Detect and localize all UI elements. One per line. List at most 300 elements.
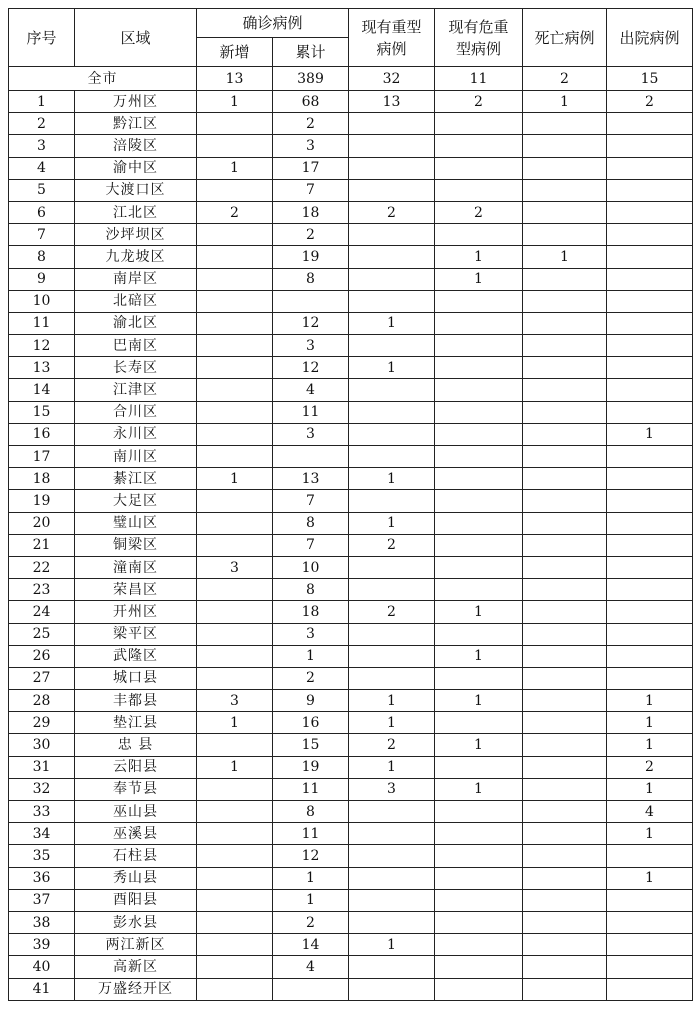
row-deaths xyxy=(523,423,607,445)
table-row xyxy=(9,645,693,667)
row-deaths xyxy=(523,512,607,534)
row-seq: 28 xyxy=(9,690,75,712)
table-row xyxy=(9,956,693,978)
row-new xyxy=(197,956,273,978)
row-region: 荣昌区 xyxy=(75,579,197,601)
row-severe: 1 xyxy=(349,712,435,734)
row-critical xyxy=(435,756,523,778)
row-discharged xyxy=(607,534,693,556)
row-cumulative: 2 xyxy=(273,911,349,933)
row-deaths xyxy=(523,157,607,179)
table-row xyxy=(9,712,693,734)
row-seq: 22 xyxy=(9,556,75,578)
row-severe: 1 xyxy=(349,756,435,778)
row-discharged: 4 xyxy=(607,801,693,823)
row-severe xyxy=(349,667,435,689)
row-severe: 1 xyxy=(349,468,435,490)
row-severe: 1 xyxy=(349,690,435,712)
row-cumulative: 8 xyxy=(273,512,349,534)
row-severe xyxy=(349,801,435,823)
table-row xyxy=(9,290,693,312)
row-cumulative: 11 xyxy=(273,401,349,423)
header-confirmed: 确诊病例 xyxy=(197,9,349,38)
row-new xyxy=(197,889,273,911)
row-new xyxy=(197,423,273,445)
row-severe xyxy=(349,845,435,867)
city-total-critical: 11 xyxy=(435,67,523,91)
row-critical xyxy=(435,934,523,956)
row-deaths xyxy=(523,357,607,379)
row-seq: 11 xyxy=(9,312,75,334)
row-cumulative: 16 xyxy=(273,712,349,734)
row-discharged xyxy=(607,357,693,379)
row-critical xyxy=(435,823,523,845)
row-deaths xyxy=(523,801,607,823)
row-discharged xyxy=(607,490,693,512)
row-discharged xyxy=(607,401,693,423)
row-severe xyxy=(349,911,435,933)
row-severe: 1 xyxy=(349,357,435,379)
row-seq: 20 xyxy=(9,512,75,534)
row-region: 云阳县 xyxy=(75,756,197,778)
row-cumulative: 1 xyxy=(273,889,349,911)
row-region: 奉节县 xyxy=(75,778,197,800)
row-severe xyxy=(349,579,435,601)
row-discharged xyxy=(607,179,693,201)
row-severe xyxy=(349,490,435,512)
row-seq: 27 xyxy=(9,667,75,689)
case-table-wrapper xyxy=(8,8,693,1001)
row-new xyxy=(197,667,273,689)
row-new xyxy=(197,379,273,401)
table-row xyxy=(9,224,693,246)
row-cumulative: 18 xyxy=(273,601,349,623)
row-critical xyxy=(435,135,523,157)
row-seq: 37 xyxy=(9,889,75,911)
row-discharged xyxy=(607,446,693,468)
row-seq: 38 xyxy=(9,911,75,933)
row-new xyxy=(197,778,273,800)
row-discharged xyxy=(607,135,693,157)
row-region: 沙坪坝区 xyxy=(75,224,197,246)
row-severe xyxy=(349,978,435,1000)
row-critical: 1 xyxy=(435,601,523,623)
row-seq: 33 xyxy=(9,801,75,823)
row-cumulative: 9 xyxy=(273,690,349,712)
city-total-row xyxy=(9,67,693,91)
row-discharged xyxy=(607,645,693,667)
row-new: 1 xyxy=(197,712,273,734)
row-region: 渝北区 xyxy=(75,312,197,334)
row-region: 酉阳县 xyxy=(75,889,197,911)
row-seq: 41 xyxy=(9,978,75,1000)
row-severe: 2 xyxy=(349,534,435,556)
row-discharged xyxy=(607,512,693,534)
row-deaths xyxy=(523,224,607,246)
row-deaths xyxy=(523,468,607,490)
row-severe: 1 xyxy=(349,934,435,956)
row-seq: 34 xyxy=(9,823,75,845)
row-cumulative: 68 xyxy=(273,91,349,113)
row-seq: 36 xyxy=(9,867,75,889)
row-cumulative: 1 xyxy=(273,645,349,667)
row-deaths: 1 xyxy=(523,91,607,113)
row-critical xyxy=(435,224,523,246)
row-deaths xyxy=(523,135,607,157)
row-seq: 31 xyxy=(9,756,75,778)
row-region: 潼南区 xyxy=(75,556,197,578)
table-row xyxy=(9,179,693,201)
row-critical: 1 xyxy=(435,778,523,800)
row-severe xyxy=(349,290,435,312)
row-severe xyxy=(349,113,435,135)
row-critical: 1 xyxy=(435,246,523,268)
row-cumulative: 3 xyxy=(273,423,349,445)
row-region: 彭水县 xyxy=(75,911,197,933)
table-row xyxy=(9,845,693,867)
row-critical xyxy=(435,911,523,933)
row-deaths xyxy=(523,956,607,978)
row-severe xyxy=(349,423,435,445)
row-seq: 19 xyxy=(9,490,75,512)
row-seq: 12 xyxy=(9,335,75,357)
row-critical xyxy=(435,423,523,445)
row-region: 铜梁区 xyxy=(75,534,197,556)
header-seq: 序号 xyxy=(9,9,75,67)
row-region: 黔江区 xyxy=(75,113,197,135)
table-row xyxy=(9,246,693,268)
row-cumulative: 1 xyxy=(273,867,349,889)
table-row xyxy=(9,490,693,512)
header-critical xyxy=(435,9,523,67)
row-cumulative: 17 xyxy=(273,157,349,179)
row-region: 武隆区 xyxy=(75,645,197,667)
row-cumulative: 7 xyxy=(273,179,349,201)
row-new: 1 xyxy=(197,756,273,778)
row-cumulative: 2 xyxy=(273,667,349,689)
row-region: 秀山县 xyxy=(75,867,197,889)
row-severe xyxy=(349,135,435,157)
row-seq: 1 xyxy=(9,91,75,113)
row-discharged xyxy=(607,379,693,401)
header-region: 区域 xyxy=(75,9,197,67)
row-seq: 24 xyxy=(9,601,75,623)
row-cumulative: 10 xyxy=(273,556,349,578)
header-severe-line2: 病例 xyxy=(376,39,407,58)
row-deaths xyxy=(523,490,607,512)
row-seq: 21 xyxy=(9,534,75,556)
row-new xyxy=(197,113,273,135)
row-deaths xyxy=(523,179,607,201)
row-seq: 29 xyxy=(9,712,75,734)
row-critical xyxy=(435,534,523,556)
row-discharged: 1 xyxy=(607,423,693,445)
row-deaths xyxy=(523,690,607,712)
row-discharged xyxy=(607,201,693,223)
city-total-cumulative: 389 xyxy=(273,67,349,91)
row-deaths xyxy=(523,290,607,312)
row-new xyxy=(197,867,273,889)
row-seq: 7 xyxy=(9,224,75,246)
row-deaths xyxy=(523,978,607,1000)
row-critical xyxy=(435,512,523,534)
row-new: 1 xyxy=(197,157,273,179)
row-new xyxy=(197,290,273,312)
row-discharged xyxy=(607,667,693,689)
row-region: 北碚区 xyxy=(75,290,197,312)
table-row xyxy=(9,357,693,379)
row-region: 大渡口区 xyxy=(75,179,197,201)
table-row xyxy=(9,468,693,490)
row-region: 渝中区 xyxy=(75,157,197,179)
row-discharged xyxy=(607,157,693,179)
row-seq: 18 xyxy=(9,468,75,490)
row-critical xyxy=(435,290,523,312)
row-seq: 3 xyxy=(9,135,75,157)
city-total-severe: 32 xyxy=(349,67,435,91)
table-row xyxy=(9,201,693,223)
row-region: 九龙坡区 xyxy=(75,246,197,268)
row-deaths xyxy=(523,712,607,734)
row-deaths xyxy=(523,579,607,601)
row-discharged xyxy=(607,246,693,268)
row-critical xyxy=(435,978,523,1000)
row-region: 南川区 xyxy=(75,446,197,468)
row-cumulative: 4 xyxy=(273,956,349,978)
row-discharged xyxy=(607,335,693,357)
row-critical xyxy=(435,801,523,823)
row-discharged xyxy=(607,224,693,246)
table-row xyxy=(9,556,693,578)
row-discharged xyxy=(607,312,693,334)
row-critical: 2 xyxy=(435,91,523,113)
header-deaths: 死亡病例 xyxy=(523,9,607,67)
row-severe xyxy=(349,179,435,201)
row-discharged xyxy=(607,556,693,578)
row-critical: 1 xyxy=(435,268,523,290)
city-total-label: 全市 xyxy=(9,67,197,91)
row-discharged: 1 xyxy=(607,712,693,734)
row-severe xyxy=(349,157,435,179)
row-severe xyxy=(349,379,435,401)
row-deaths xyxy=(523,113,607,135)
table-row xyxy=(9,801,693,823)
table-row xyxy=(9,446,693,468)
row-severe: 13 xyxy=(349,91,435,113)
row-critical xyxy=(435,446,523,468)
row-discharged xyxy=(607,911,693,933)
table-row xyxy=(9,756,693,778)
header-cumulative: 累计 xyxy=(273,38,349,67)
row-cumulative: 7 xyxy=(273,534,349,556)
table-row xyxy=(9,512,693,534)
row-region: 长寿区 xyxy=(75,357,197,379)
row-seq: 26 xyxy=(9,645,75,667)
row-critical: 1 xyxy=(435,734,523,756)
row-seq: 32 xyxy=(9,778,75,800)
row-cumulative: 8 xyxy=(273,579,349,601)
row-critical xyxy=(435,157,523,179)
row-deaths xyxy=(523,934,607,956)
row-new xyxy=(197,734,273,756)
row-new: 3 xyxy=(197,556,273,578)
row-new xyxy=(197,268,273,290)
city-total-deaths: 2 xyxy=(523,67,607,91)
table-row xyxy=(9,401,693,423)
row-region: 巫溪县 xyxy=(75,823,197,845)
row-discharged xyxy=(607,845,693,867)
city-total-new: 13 xyxy=(197,67,273,91)
row-critical: 1 xyxy=(435,690,523,712)
row-region: 永川区 xyxy=(75,423,197,445)
row-deaths xyxy=(523,335,607,357)
header-critical-line1: 现有危重 xyxy=(448,17,509,36)
row-seq: 6 xyxy=(9,201,75,223)
table-row xyxy=(9,690,693,712)
row-region: 两江新区 xyxy=(75,934,197,956)
row-cumulative: 7 xyxy=(273,490,349,512)
row-cumulative: 11 xyxy=(273,823,349,845)
row-discharged: 1 xyxy=(607,778,693,800)
row-critical xyxy=(435,889,523,911)
row-critical xyxy=(435,623,523,645)
row-seq: 30 xyxy=(9,734,75,756)
row-critical xyxy=(435,468,523,490)
row-critical xyxy=(435,579,523,601)
row-cumulative xyxy=(273,290,349,312)
row-seq: 5 xyxy=(9,179,75,201)
row-region: 巴南区 xyxy=(75,335,197,357)
table-row xyxy=(9,534,693,556)
row-region: 万盛经开区 xyxy=(75,978,197,1000)
row-deaths xyxy=(523,778,607,800)
row-deaths xyxy=(523,911,607,933)
row-seq: 17 xyxy=(9,446,75,468)
row-seq: 25 xyxy=(9,623,75,645)
table-row xyxy=(9,268,693,290)
row-discharged: 1 xyxy=(607,823,693,845)
row-seq: 4 xyxy=(9,157,75,179)
row-severe xyxy=(349,889,435,911)
row-severe: 1 xyxy=(349,312,435,334)
row-deaths xyxy=(523,401,607,423)
row-deaths xyxy=(523,734,607,756)
case-table xyxy=(8,8,693,1001)
row-cumulative: 4 xyxy=(273,379,349,401)
row-severe: 2 xyxy=(349,601,435,623)
row-new: 1 xyxy=(197,468,273,490)
row-critical xyxy=(435,490,523,512)
row-cumulative: 3 xyxy=(273,623,349,645)
row-cumulative: 12 xyxy=(273,312,349,334)
row-critical xyxy=(435,556,523,578)
row-critical xyxy=(435,335,523,357)
row-region: 万州区 xyxy=(75,91,197,113)
header-severe xyxy=(349,9,435,67)
row-critical xyxy=(435,956,523,978)
row-severe xyxy=(349,446,435,468)
row-new xyxy=(197,934,273,956)
row-region: 璧山区 xyxy=(75,512,197,534)
row-new: 3 xyxy=(197,690,273,712)
row-cumulative: 18 xyxy=(273,201,349,223)
row-cumulative xyxy=(273,978,349,1000)
row-severe: 2 xyxy=(349,201,435,223)
row-region: 梁平区 xyxy=(75,623,197,645)
row-severe xyxy=(349,956,435,978)
table-row xyxy=(9,667,693,689)
row-discharged xyxy=(607,889,693,911)
row-critical xyxy=(435,845,523,867)
row-critical: 2 xyxy=(435,201,523,223)
row-discharged xyxy=(607,468,693,490)
row-new xyxy=(197,312,273,334)
row-new xyxy=(197,645,273,667)
row-new xyxy=(197,179,273,201)
row-region: 南岸区 xyxy=(75,268,197,290)
row-discharged: 1 xyxy=(607,690,693,712)
row-discharged xyxy=(607,601,693,623)
row-deaths: 1 xyxy=(523,246,607,268)
row-deaths xyxy=(523,312,607,334)
row-deaths xyxy=(523,201,607,223)
row-critical xyxy=(435,379,523,401)
row-region: 江北区 xyxy=(75,201,197,223)
row-seq: 15 xyxy=(9,401,75,423)
table-row xyxy=(9,335,693,357)
row-region: 大足区 xyxy=(75,490,197,512)
row-deaths xyxy=(523,667,607,689)
table-row xyxy=(9,623,693,645)
row-discharged: 2 xyxy=(607,756,693,778)
row-new xyxy=(197,534,273,556)
row-new xyxy=(197,446,273,468)
row-new xyxy=(197,246,273,268)
table-row xyxy=(9,113,693,135)
row-deaths xyxy=(523,889,607,911)
row-seq: 13 xyxy=(9,357,75,379)
table-row xyxy=(9,157,693,179)
row-cumulative: 13 xyxy=(273,468,349,490)
row-new xyxy=(197,978,273,1000)
row-deaths xyxy=(523,645,607,667)
row-region: 城口县 xyxy=(75,667,197,689)
table-row xyxy=(9,601,693,623)
row-critical xyxy=(435,401,523,423)
row-critical xyxy=(435,113,523,135)
row-new xyxy=(197,623,273,645)
row-cumulative: 8 xyxy=(273,801,349,823)
row-critical xyxy=(435,357,523,379)
row-cumulative: 8 xyxy=(273,268,349,290)
row-region: 石柱县 xyxy=(75,845,197,867)
row-cumulative: 3 xyxy=(273,135,349,157)
row-severe xyxy=(349,335,435,357)
row-severe xyxy=(349,867,435,889)
row-deaths xyxy=(523,845,607,867)
row-new xyxy=(197,911,273,933)
header-new: 新增 xyxy=(197,38,273,67)
row-cumulative: 11 xyxy=(273,778,349,800)
row-new xyxy=(197,401,273,423)
row-region: 开州区 xyxy=(75,601,197,623)
row-new xyxy=(197,845,273,867)
row-severe xyxy=(349,556,435,578)
row-cumulative: 15 xyxy=(273,734,349,756)
row-region: 江津区 xyxy=(75,379,197,401)
table-row xyxy=(9,135,693,157)
row-critical xyxy=(435,179,523,201)
